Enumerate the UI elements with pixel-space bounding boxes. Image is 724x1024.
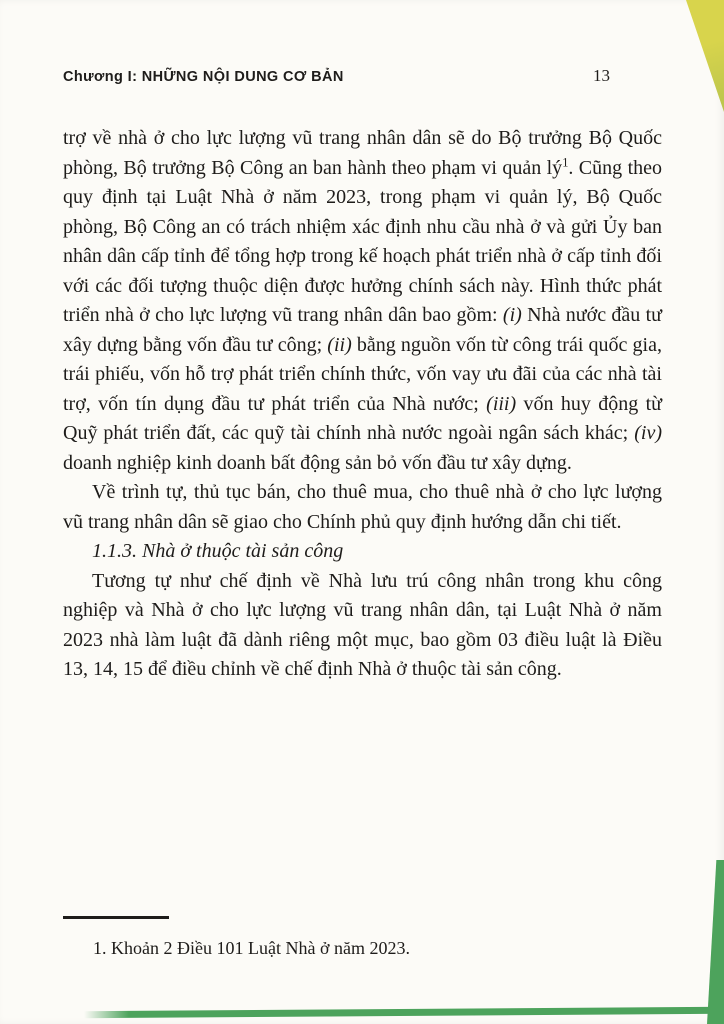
chapter-title: Chương I: NHỮNG NỘI DUNG CƠ BẢN xyxy=(63,69,344,85)
page-number: 13 xyxy=(593,66,610,85)
footnote: 1. Khoản 2 Điều 101 Luật Nhà ở năm 2023. xyxy=(93,938,410,958)
running-header xyxy=(63,66,662,86)
footnote-marker: 1 xyxy=(562,154,569,169)
page-edge-artifact-right-bottom xyxy=(707,860,724,1024)
paragraph: Tương tự như chế định về Nhà lưu trú công nhân trong khu công nghiệp và Nhà ở cho lực lượng vũ trang nhân dân, tại Luật Nhà ở năm 2023 nhà làm luật đã dành riêng một mục, bao gồm 03 điều luật là Điều 13, 14, 15 để điều chỉnh về chế định Nhà ở thuộc tài sản công. xyxy=(63,569,662,680)
body-text xyxy=(63,124,662,685)
footnote-block xyxy=(63,916,662,960)
section-heading: 1.1.3. Nhà ở thuộc tài sản công xyxy=(92,540,344,562)
page-edge-artifact-top-right xyxy=(686,0,724,112)
page-edge-artifact-bottom xyxy=(84,1007,724,1018)
footnote-rule xyxy=(63,916,169,919)
paragraph: Về trình tự, thủ tục bán, cho thuê mua, cho thuê nhà ở cho lực lượng vũ trang nhân dân sẽ giao cho Chính phủ quy định hướng dẫn chi tiết. xyxy=(63,481,662,533)
paragraph-continuation: trợ về nhà ở cho lực lượng vũ trang nhân dân sẽ do Bộ trưởng Bộ Quốc phòng, Bộ trưởng Bộ Công an ban hành theo phạm vi quản $lý^1$. Cũng theo quy định tại Luật Nhà ở năm 2023, trong phạm vi quản lý, Bộ Quốc phòng, Bộ Công an có trách nhiệm xác định nhu cầu nhà ở và gửi Ủy ban nhân dân cấp tỉnh để tổng hợp trong kế hoạch phát triển nhà ở cấp tỉnh đối với các đối tượng thuộc diện được hưởng chính sách này. Hình thức phát triển nhà ở cho lực lượng vũ trang nhân dân bao gồm: (i) Nhà nước đầu tư xây dựng bằng vốn đầu tư công; (ii) bằng nguồn vốn từ công trái quốc gia, trái phiếu, vốn hỗ trợ phát triển chính thức, vốn vay ưu đãi của các nhà tài trợ, vốn tín dụng đầu tư phát triển của Nhà nước; (iii) vốn huy động từ Quỹ phát triển đất, các quỹ tài chính nhà nước ngoài ngân sách khác; (iv) doanh nghiệp kinh doanh bất động sản bỏ vốn đầu tư xây dựng. xyxy=(63,127,663,474)
